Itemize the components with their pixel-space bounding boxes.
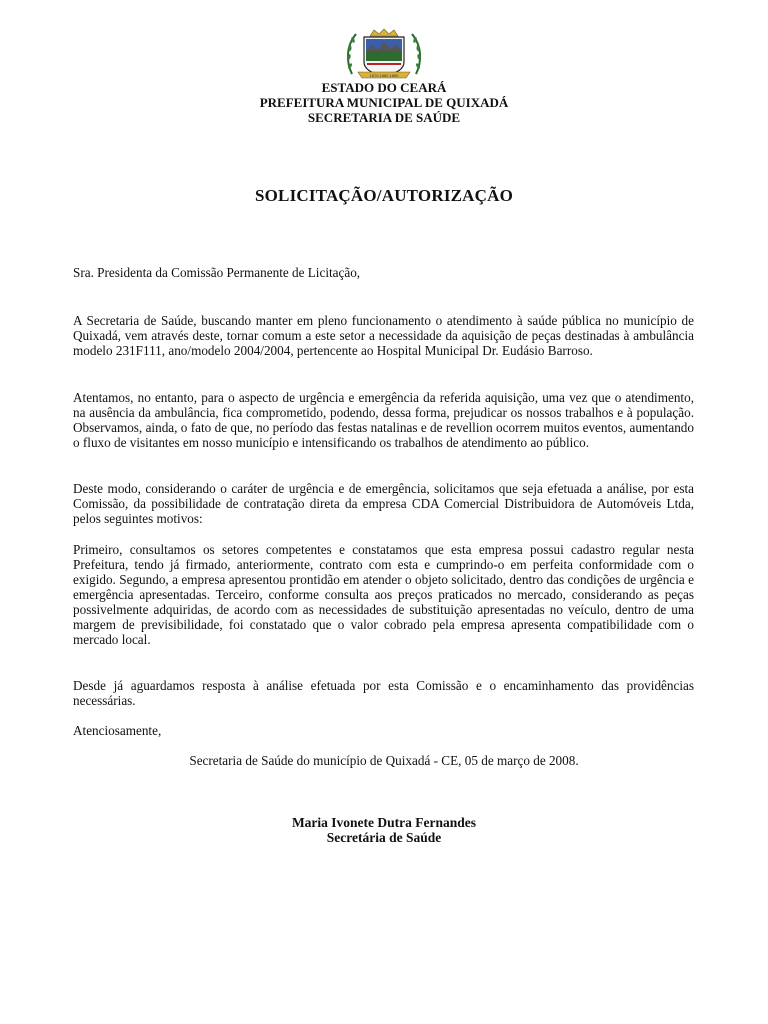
signatory-role: Secretária de Saúde xyxy=(326,830,442,845)
coat-of-arms-icon xyxy=(344,28,424,80)
paragraph-5: Desde já aguardamos resposta à análise efetuada por esta Comissão e o encaminhamento das providências necessárias. xyxy=(73,678,694,708)
signature-block xyxy=(0,815,768,845)
signatory-name: Maria Ivonete Dutra Fernandes xyxy=(291,815,477,830)
salutation: Sra. Presidenta da Comissão Permanente de Licitação, xyxy=(73,265,361,280)
paragraph-2: Atentamos, no entanto, para o aspecto de urgência e emergência da referida aquisição, uma vez que o atendimento, na ausência da ambulância, fica comprometido, podendo, dessa forma, prejudicar os nossos trabalhos e à população. Observamos, ainda, o fato de que, no período das festas natalinas e de revellion ocorrem muitos eventos, aumentando o fluxo de visitantes em nosso município e intensificando os trabalhos de atendimento ao público. xyxy=(73,390,694,450)
municipality-name: PREFEITURA MUNICIPAL DE QUIXADÁ xyxy=(259,95,509,110)
document-title: SOLICITAÇÃO/AUTORIZAÇÃO xyxy=(254,186,514,205)
state-name: ESTADO DO CEARÁ xyxy=(321,80,447,95)
place-and-date: Secretaria de Saúde do município de Quixadá - CE, 05 de março de 2008. xyxy=(189,753,579,768)
paragraph-3: Deste modo, considerando o caráter de urgência e de emergência, solicitamos que seja efetuada a análise, por esta Comissão, da possibilidade de contratação direta da empresa CDA Comercial Distribuidora de Automóveis Ltda, pelos seguintes motivos: xyxy=(73,481,694,526)
paragraph-4: Primeiro, consultamos os setores competentes e constatamos que esta empresa possui cadastro regular nesta Prefeitura, tendo já firmado, anteriormente, contrato com esta e cumprindo-o em perfeita conformidade com o exigido. Segundo, a empresa apresentou prontidão em atender o objeto solicitado, dentro das condições de urgência e emergência apresentadas. Terceiro, conforme consulta aos preços praticados no mercado, considerando as peças possivelmente adquiridas, de acordo com as necessidades de substituição apresentadas no veículo, dentro de uma margem de previsibilidade, foi constatado que o valor cobrado pela empresa apresenta compatibilidade com o mercado local. xyxy=(73,542,694,647)
department-name: SECRETARIA DE SAÚDE xyxy=(307,110,461,125)
crest-ribbon-text: 1870 1880 1889 xyxy=(369,73,399,78)
paragraph-1: A Secretaria de Saúde, buscando manter em pleno funcionamento o atendimento à saúde pública no município de Quixadá, vem através deste, tornar comum a este setor a necessidade da aquisição de peças destinadas à ambulância modelo 231F111, ano/modelo 2004/2004, pertencente ao Hospital Municipal Dr. Eudásio Barroso. xyxy=(73,313,694,358)
letterhead xyxy=(0,80,768,125)
closing: Atenciosamente, xyxy=(73,723,162,738)
